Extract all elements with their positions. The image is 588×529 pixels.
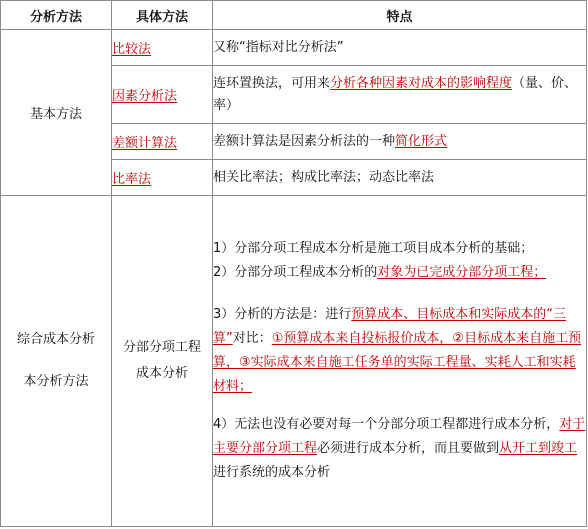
- point-4: [213, 413, 586, 485]
- text-run: 又称“指标对比分析法”: [213, 39, 344, 55]
- category-basic: 基本方法: [1, 30, 112, 196]
- header-specific-method: 具体方法: [112, 1, 213, 30]
- method-difference-calc: 差额计算法: [112, 124, 213, 160]
- method-subdivision-line2: 成本分析: [135, 366, 188, 381]
- text-run: 4）无法也没有必要对每一个分部分项工程都进行成本分析，: [213, 417, 560, 432]
- text-run: 3）分析的方法是：进行: [213, 307, 352, 322]
- highlighted-text: 对于主要分部分项工程: [213, 417, 586, 456]
- point-2: [213, 261, 586, 285]
- text-run: 2）分部分项工程成本分析的: [213, 265, 378, 280]
- text-run: 进行系统的成本分析: [213, 465, 331, 480]
- text-run: 连环置换法，可用来: [213, 75, 331, 91]
- text-run: 差额计算法是因素分析法的一种: [213, 133, 396, 149]
- desc-difference-calc: [213, 124, 587, 160]
- features-subdivision-cost: [213, 196, 587, 527]
- text-run: 对比：: [232, 331, 272, 346]
- desc-comparison: [213, 30, 587, 66]
- method-comparison: 比较法: [112, 30, 213, 66]
- category-comprehensive: [1, 196, 112, 527]
- method-ratio: 比率法: [112, 160, 213, 196]
- point-1: [213, 237, 586, 261]
- highlighted-text: 对象为已完成分部分项工程；: [377, 265, 547, 280]
- point-3: [213, 303, 586, 399]
- text-run: 相关比率法；构成比率法；动态比率法: [213, 169, 435, 185]
- table-row: [1, 30, 587, 66]
- desc-ratio: [213, 160, 587, 196]
- desc-factor-analysis: [213, 66, 587, 124]
- text-run: 必须进行成本分析，而且要做到: [317, 441, 500, 456]
- category-comprehensive-line2: 本分析方法: [23, 374, 89, 389]
- text-run: （量、价、率）: [213, 75, 578, 113]
- header-row: [1, 1, 587, 30]
- category-comprehensive-line1: 综合成本分析: [16, 332, 95, 347]
- highlighted-text: 预算成本、目标成本和实际成本的“三算”: [213, 307, 567, 346]
- table-row: [1, 196, 587, 527]
- spacer: [213, 285, 586, 303]
- header-analysis-method: 分析方法: [1, 1, 112, 30]
- header-features: 特点: [213, 1, 587, 30]
- highlighted-text: 从开工到竣工: [499, 441, 578, 456]
- method-subdivision-line1: 分部分项工程: [122, 340, 201, 355]
- text-run: 1）分部分项工程成本分析是施工项目成本分析的基础；: [213, 241, 534, 256]
- method-subdivision-cost: [112, 196, 213, 527]
- highlighted-text: 简化形式: [395, 133, 448, 149]
- method-factor-analysis: 因素分析法: [112, 66, 213, 124]
- spacer: [213, 399, 586, 413]
- highlighted-text: 分析各种因素对成本的影响程度: [330, 75, 513, 91]
- highlighted-text: ①预算成本来自投标报价成本，②目标成本来自施工预算，③实际成本来自施工任务单的实际工程量、实耗人工和实耗材料；: [213, 331, 582, 394]
